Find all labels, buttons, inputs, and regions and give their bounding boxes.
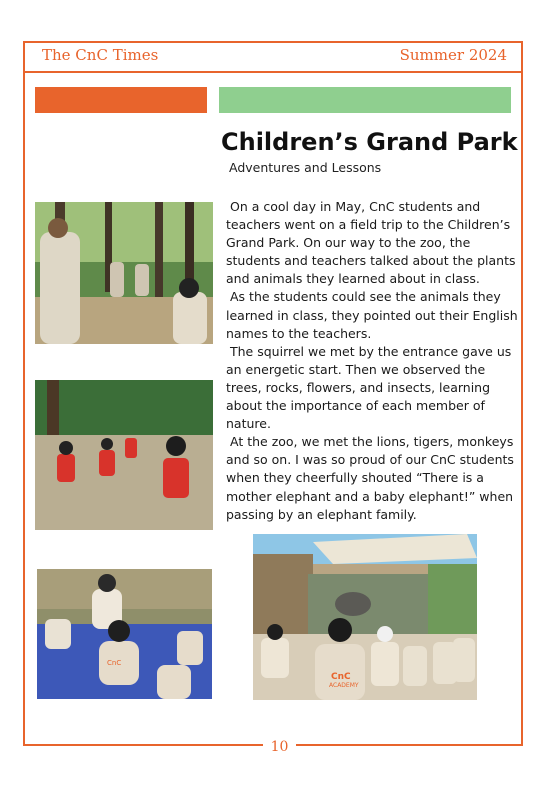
header-rule xyxy=(23,71,523,73)
page-number: 10 xyxy=(263,739,297,755)
photo-picnic-mat xyxy=(37,569,212,699)
photo-kids-in-park xyxy=(35,380,213,530)
article-paragraph: At the zoo, we met the lions, tigers, monkeys and so on. I was so proud of our CnC students when they cheerfully shouted “There is a mother elephant and a baby elephant!” when passing by an elephant family. xyxy=(226,434,514,522)
article-subtitle: Adventures and Lessons xyxy=(229,160,382,175)
page-number-container xyxy=(0,736,559,755)
article-title: Children’s Grand Park xyxy=(221,128,518,156)
article-paragraph: The squirrel we met by the entrance gave us an energetic start. Then we observed the trees, rocks, flowers, and insects, learning about the importance of each member of nature. xyxy=(226,343,512,432)
article-body xyxy=(226,198,518,524)
photo-zoo-elephants xyxy=(253,534,477,700)
vest-logo-subtext: ACADEMY xyxy=(329,682,359,689)
orange-accent-bar xyxy=(35,87,207,113)
photo-forest-walk xyxy=(35,202,213,344)
issue-label: Summer 2024 xyxy=(399,46,507,64)
vest-logo-text: CnC xyxy=(107,659,122,667)
article-paragraph: As the students could see the animals they learned in class, they pointed out their English names to the teachers. xyxy=(226,289,518,341)
publication-name: The CnC Times xyxy=(42,46,159,64)
green-accent-bar xyxy=(219,87,511,113)
article-paragraph: On a cool day in May, CnC students and teachers went on a field trip to the Children’s Grand Park. On our way to the zoo, the students and teachers talked about the plants and animals they learned about in class. xyxy=(226,199,516,287)
vest-logo-text: CnC xyxy=(331,672,351,682)
